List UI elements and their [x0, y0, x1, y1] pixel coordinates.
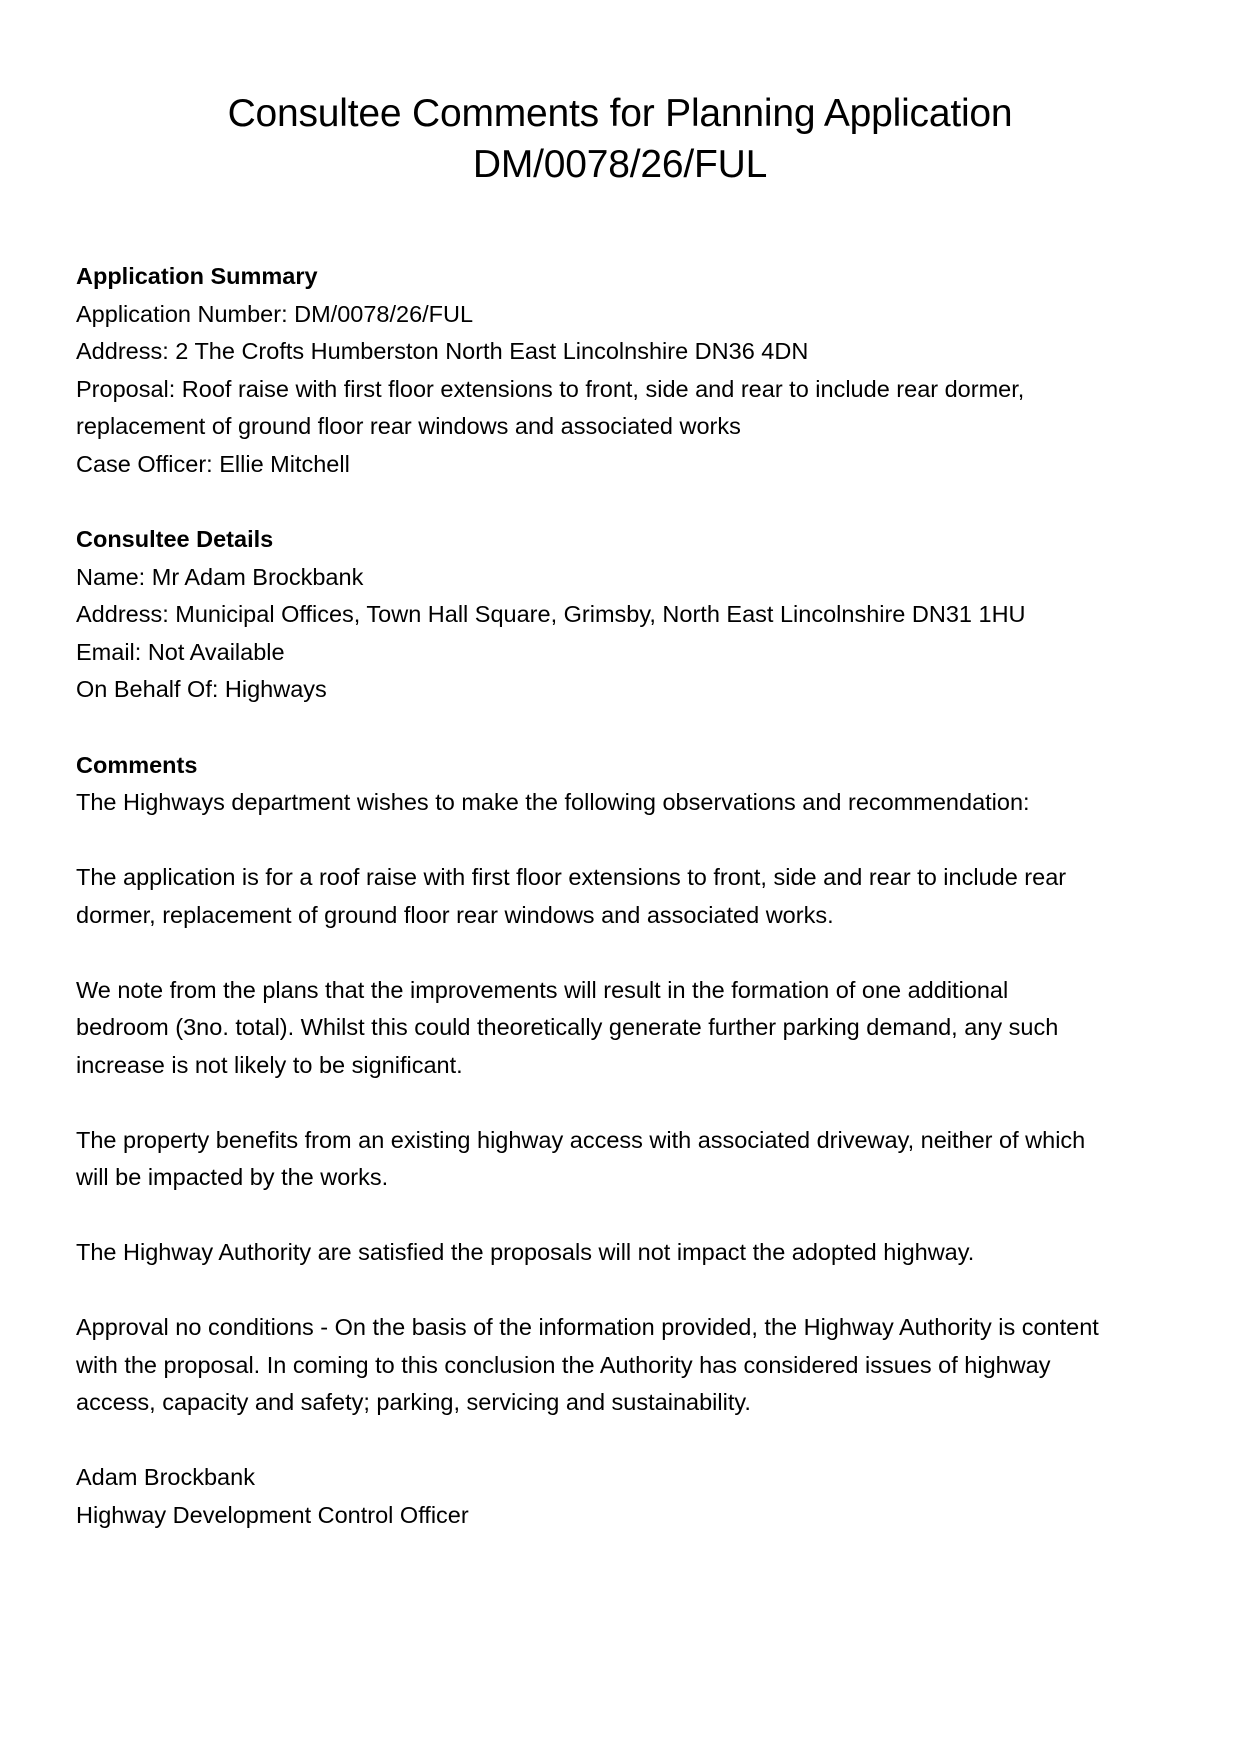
comment-paragraph-3-line-1: We note from the plans that the improvements will result in the formation of one additional: [76, 976, 1009, 1003]
comment-paragraph-1: [76, 784, 1164, 822]
consultee-email: Email: Not Available: [76, 638, 285, 665]
application-number: Application Number: DM/0078/26/FUL: [76, 300, 474, 327]
application-proposal-line-1: Proposal: Roof raise with first floor extensions to front, side and rear to include rear dormer,: [76, 375, 1025, 402]
consultee-address: Address: Municipal Offices, Town Hall Square, Grimsby, North East Lincolnshire DN31 1HU: [76, 601, 1026, 627]
comment-paragraph-3-line-2: bedroom (3no. total). Whilst this could theoretically generate further parking demand, any such: [76, 1014, 1059, 1040]
signature-name: Adam Brockbank: [76, 1464, 255, 1490]
comment-paragraph-5-line-1: The Highway Authority are satisfied the proposals will not impact the adopted highway.: [76, 1239, 975, 1265]
comment-paragraph-1-line-1: The Highways department wishes to make the following observations and recommendation:: [76, 789, 1030, 815]
application-address: Address: 2 The Crofts Humberston North East Lincolnshire DN36 4DN: [76, 338, 809, 364]
title-line-1: Consultee Comments for Planning Application: [227, 92, 1013, 135]
consultee-details-section: [76, 521, 1164, 709]
signature-block: [76, 1459, 1164, 1534]
comment-paragraph-4: [76, 1122, 1164, 1197]
consultee-name: Name: Mr Adam Brockbank: [76, 563, 364, 590]
consultee-on-behalf-of: On Behalf Of: Highways: [76, 676, 327, 702]
application-summary-section: [76, 258, 1164, 483]
comment-paragraph-2-line-1: The application is for a roof raise with first floor extensions to front, side and rear to include rear: [76, 864, 1067, 890]
comment-paragraph-6-line-3: access, capacity and safety; parking, servicing and sustainability.: [76, 1389, 751, 1415]
comment-paragraph-3-line-3: increase is not likely to be significant.: [76, 1051, 463, 1078]
comment-paragraph-6-line-1: Approval no conditions - On the basis of the information provided, the Highway Authority is content: [76, 1314, 1099, 1340]
signature-role: Highway Development Control Officer: [76, 1501, 469, 1528]
page-title: [76, 88, 1164, 190]
comment-paragraph-4-line-2: will be impacted by the works.: [76, 1164, 389, 1190]
comment-paragraph-5: [76, 1234, 1164, 1272]
title-line-2: DM/0078/26/FUL: [472, 143, 768, 186]
application-summary-heading: Application Summary: [76, 263, 318, 289]
comment-paragraph-3: [76, 972, 1164, 1085]
comment-paragraph-6-line-2: with the proposal. In coming to this conclusion the Authority has considered issues of highway: [76, 1351, 1051, 1378]
comments-section: [76, 747, 1164, 1535]
comment-paragraph-2: [76, 859, 1164, 934]
comments-heading: Comments: [76, 751, 198, 778]
application-proposal-line-2: replacement of ground floor rear windows and associated works: [76, 413, 741, 439]
comment-paragraph-2-line-2: dormer, replacement of ground floor rear windows and associated works.: [76, 901, 834, 928]
case-officer: Case Officer: Ellie Mitchell: [76, 450, 350, 477]
comment-paragraph-6: [76, 1309, 1164, 1422]
comment-paragraph-4-line-1: The property benefits from an existing highway access with associated driveway, neither of which: [76, 1126, 1086, 1153]
consultee-details-heading: Consultee Details: [76, 526, 274, 552]
